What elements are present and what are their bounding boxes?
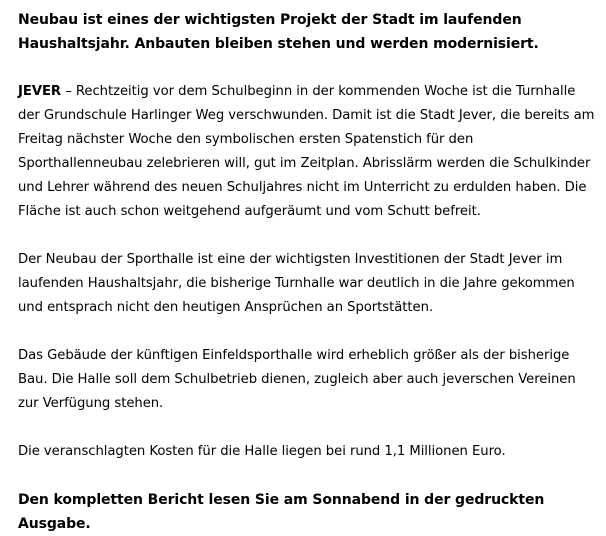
article-closing: Den kompletten Bericht lesen Sie am Sonnabend in der gedruckten Ausgabe. (18, 492, 545, 532)
article-dateline: JEVER (18, 84, 62, 99)
article-lead: Neubau ist eines der wichtigsten Projekt der Stadt im laufenden Haushaltsjahr. Anbauten bleiben stehen und werden modernisiert. (18, 12, 539, 52)
article-paragraph-2: Der Neubau der Sporthalle ist eine der wichtigsten Investitionen der Stadt Jever im laufenden Haushaltsjahr, die bisherige Turnhalle war deutlich in die Jahre gekommen und entsprach nicht den heutigen Ansprüchen an Sportstätten. (18, 252, 575, 315)
paragraph-1-text: Rechtzeitig vor dem Schulbeginn in der kommenden Woche ist die Turnhalle der Grundschule Harlinger Weg verschwunden. Damit ist die Stadt Jever, die bereits am Freitag nächster Woche den symbolischen ersten Spatenstich für den Sporthallenneubau zelebrieren will, gut im Zeitplan. Abrisslärm werden die Schulkinder und Lehrer während des neuen Schuljahres nicht im Unterricht zu erdulden haben. Die Fläche ist auch schon weitgehend aufgeräumt und vom Schutt befreit. (18, 84, 595, 219)
article-paragraph-3: Das Gebäude der künftigen Einfeldsporthalle wird erheblich größer als der bisherige Bau. Die Halle soll dem Schulbetrieb dienen, zugleich aber auch jeverschen Vereinen zur Verfügung stehen. (18, 348, 576, 411)
article-paragraph-1 (18, 80, 596, 224)
dateline-separator: – (61, 84, 76, 99)
article-paragraph-4: Die veranschlagten Kosten für die Halle liegen bei rund 1,1 Millionen Euro. (18, 444, 506, 459)
